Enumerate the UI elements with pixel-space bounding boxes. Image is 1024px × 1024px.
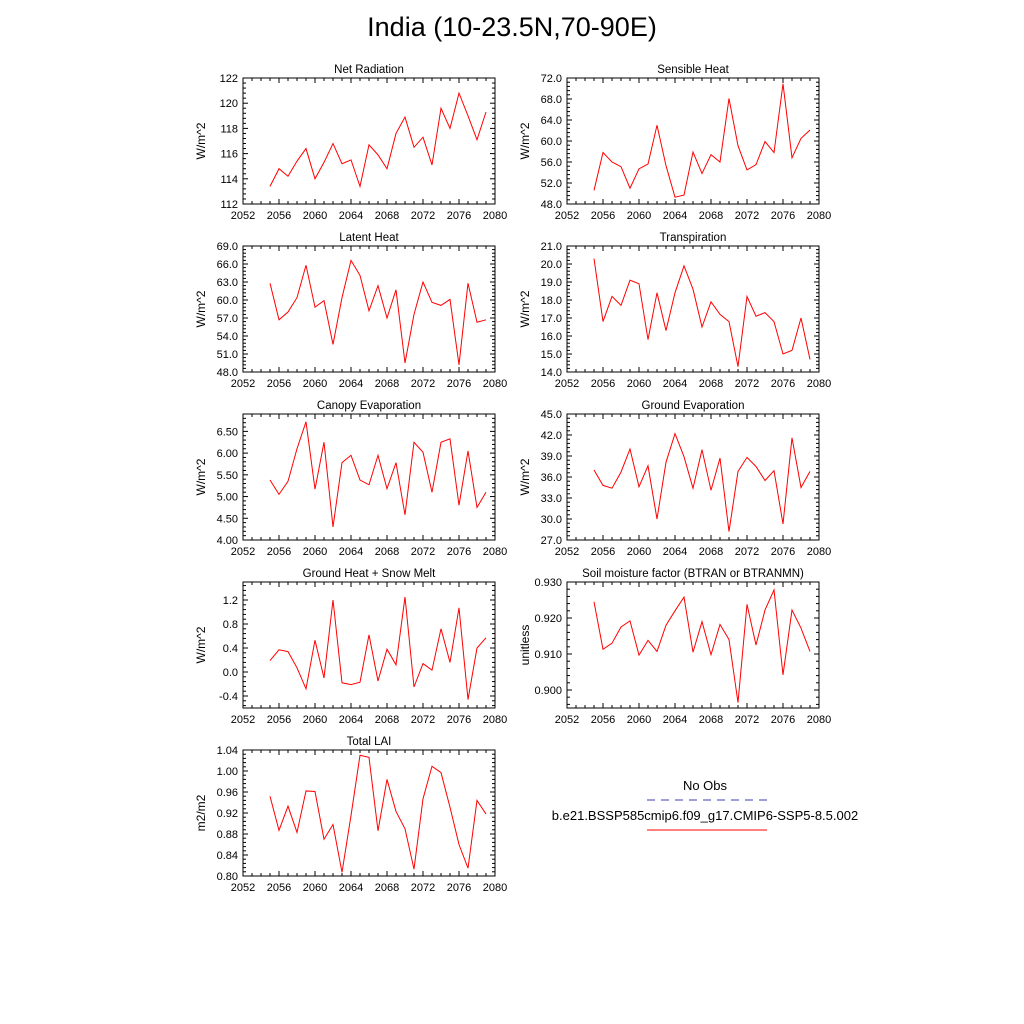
x-tick-label: 2080: [482, 210, 508, 222]
chart-title: Canopy Evaporation: [316, 400, 422, 412]
x-tick-label: 2064: [338, 210, 364, 222]
series-line: [270, 755, 486, 872]
y-axis-label: unitless: [518, 624, 532, 666]
x-tick-label: 2068: [374, 546, 400, 558]
x-tick-label: 2076: [770, 210, 796, 222]
x-tick-label: 2056: [266, 378, 292, 390]
y-tick-label: 69.0: [216, 241, 238, 253]
x-tick-label: 2060: [626, 378, 652, 390]
x-tick-label: 2056: [266, 882, 292, 894]
x-tick-label: 2068: [374, 378, 400, 390]
y-tick-label: 0.96: [216, 787, 238, 799]
legend: [530, 778, 880, 838]
chart-title: Total LAI: [346, 736, 392, 748]
y-tick-label: 30.0: [540, 514, 562, 526]
x-tick-label: 2080: [482, 378, 508, 390]
x-tick-label: 2072: [734, 714, 760, 726]
chart-title: Ground Heat + Snow Melt: [302, 568, 436, 580]
y-tick-label: 27.0: [540, 535, 562, 547]
x-tick-label: 2076: [446, 714, 472, 726]
series-line: [270, 260, 486, 364]
x-tick-label: 2052: [230, 714, 256, 726]
x-tick-label: 2072: [734, 546, 760, 558]
x-tick-label: 2072: [410, 378, 436, 390]
y-axis-label: W/m^2: [194, 458, 208, 496]
x-tick-label: 2068: [698, 210, 724, 222]
y-tick-label: 0.930: [534, 577, 562, 589]
x-tick-label: 2072: [410, 882, 436, 894]
x-tick-label: 2056: [590, 714, 616, 726]
chart-title: Transpiration: [659, 232, 727, 244]
y-tick-label: 120: [219, 98, 238, 111]
y-tick-label: 0.920: [534, 613, 562, 625]
x-tick-label: 2064: [338, 546, 364, 558]
chart-panel-8: [518, 568, 831, 726]
x-tick-label: 2076: [770, 546, 796, 558]
y-tick-label: 1.04: [216, 745, 238, 757]
x-tick-label: 2060: [626, 714, 652, 726]
x-tick-label: 2060: [302, 378, 328, 390]
x-tick-label: 2056: [266, 546, 292, 558]
y-tick-label: 54.0: [216, 331, 238, 343]
x-tick-label: 2068: [698, 378, 724, 390]
legend-entry-label: No Obs: [682, 778, 728, 793]
x-tick-label: 2052: [554, 378, 580, 390]
x-tick-label: 2056: [590, 378, 616, 390]
series-line: [270, 597, 486, 700]
y-tick-label: 39.0: [540, 451, 562, 463]
x-tick-label: 2072: [410, 210, 436, 222]
y-tick-label: 63.0: [216, 277, 238, 289]
y-tick-label: 72.0: [540, 73, 562, 85]
x-tick-label: 2076: [446, 546, 472, 558]
y-tick-label: 112: [220, 199, 238, 211]
y-tick-label: 66.0: [216, 259, 238, 271]
y-tick-label: 42.0: [540, 430, 562, 442]
x-tick-label: 2072: [734, 378, 760, 390]
plot-frame: [567, 414, 819, 540]
chart-title: Sensible Heat: [657, 64, 729, 76]
legend-line-obs: [647, 798, 767, 802]
y-tick-label: -0.4: [219, 691, 238, 703]
x-tick-label: 2056: [266, 210, 292, 222]
x-tick-label: 2064: [338, 378, 364, 390]
legend-entry-label: b.e21.BSSP585cmip6.f09_g17.CMIP6-SSP5-8.5.002: [551, 808, 859, 823]
y-tick-label: 16.0: [540, 331, 562, 343]
y-tick-label: 122: [219, 73, 238, 85]
y-axis-label: W/m^2: [194, 122, 208, 160]
x-tick-label: 2052: [554, 210, 580, 222]
y-tick-label: 0.0: [222, 667, 238, 679]
x-tick-label: 2064: [662, 210, 688, 222]
y-tick-label: 0.80: [216, 871, 238, 883]
x-tick-label: 2080: [806, 210, 832, 222]
x-tick-label: 2072: [410, 546, 436, 558]
y-tick-label: 14.0: [540, 367, 562, 379]
x-tick-label: 2060: [302, 546, 328, 558]
chart-title: Soil moisture factor (BTRAN or BTRANMN): [582, 568, 804, 580]
y-tick-label: 20.0: [540, 259, 562, 271]
x-tick-label: 2068: [374, 210, 400, 222]
x-tick-label: 2080: [806, 546, 832, 558]
y-tick-label: 15.0: [540, 349, 562, 361]
plot-frame: [243, 750, 495, 876]
series-line: [594, 259, 810, 367]
chart-panel-5: [194, 400, 507, 558]
y-tick-label: 18.0: [540, 295, 562, 307]
series-line: [594, 434, 810, 532]
x-tick-label: 2052: [230, 882, 256, 894]
legend-line-model: [647, 828, 767, 832]
y-tick-label: 1.00: [216, 766, 238, 778]
x-tick-label: 2056: [266, 714, 292, 726]
x-tick-label: 2060: [626, 210, 652, 222]
y-tick-label: 64.0: [540, 115, 562, 127]
y-tick-label: 68.0: [540, 94, 562, 106]
x-tick-label: 2056: [590, 210, 616, 222]
x-tick-label: 2072: [734, 210, 760, 222]
x-tick-label: 2052: [230, 546, 256, 558]
plot-frame: [243, 582, 495, 708]
y-tick-label: 4.50: [216, 513, 238, 526]
chart-panel-6: [518, 400, 831, 558]
series-line: [270, 422, 486, 527]
x-tick-label: 2052: [230, 378, 256, 390]
y-tick-label: 0.84: [216, 850, 238, 862]
chart-panel-1: [194, 64, 507, 222]
chart-title: Ground Evaporation: [641, 400, 745, 412]
y-tick-label: 1.2: [222, 595, 238, 607]
y-tick-label: 48.0: [216, 367, 238, 379]
y-axis-label: W/m^2: [518, 458, 532, 496]
x-tick-label: 2060: [626, 546, 652, 558]
x-tick-label: 2076: [446, 210, 472, 222]
x-tick-label: 2076: [446, 882, 472, 894]
x-tick-label: 2076: [770, 714, 796, 726]
y-tick-label: 5.50: [216, 469, 238, 482]
y-tick-label: 52.0: [540, 178, 562, 190]
y-tick-label: 57.0: [216, 313, 238, 325]
y-tick-label: 0.88: [216, 829, 238, 841]
x-tick-label: 2060: [302, 882, 328, 894]
x-tick-label: 2064: [338, 714, 364, 726]
y-tick-label: 51.0: [216, 349, 238, 361]
x-tick-label: 2080: [482, 714, 508, 726]
y-tick-label: 33.0: [540, 493, 562, 505]
x-tick-label: 2052: [554, 714, 580, 726]
chart-title: Latent Heat: [339, 232, 399, 244]
chart-panel-3: [194, 232, 507, 390]
series-line: [594, 590, 810, 703]
x-tick-label: 2072: [410, 714, 436, 726]
plot-frame: [243, 414, 495, 540]
chart-title: Net Radiation: [334, 64, 404, 76]
series-line: [594, 84, 810, 197]
x-tick-label: 2052: [230, 210, 256, 222]
y-tick-label: 48.0: [540, 199, 562, 211]
figure-title: India (10-23.5N,70-90E): [367, 12, 657, 42]
y-tick-label: 114: [220, 173, 238, 186]
y-axis-label: W/m^2: [518, 290, 532, 328]
y-axis-label: m2/m2: [194, 794, 208, 832]
plot-frame: [567, 246, 819, 372]
y-tick-label: 0.910: [534, 649, 562, 661]
x-tick-label: 2052: [554, 546, 580, 558]
y-tick-label: 45.0: [540, 409, 562, 421]
chart-panel-9: [194, 736, 507, 894]
y-tick-label: 36.0: [540, 472, 562, 484]
plot-frame: [243, 78, 495, 204]
y-tick-label: 118: [220, 123, 238, 136]
series-line: [270, 93, 486, 186]
y-tick-label: 0.900: [534, 685, 562, 697]
x-tick-label: 2080: [482, 882, 508, 894]
x-tick-label: 2064: [662, 714, 688, 726]
y-tick-label: 6.00: [216, 448, 238, 461]
y-axis-label: W/m^2: [518, 122, 532, 160]
y-tick-label: 56.0: [540, 157, 562, 169]
chart-panel-7: [194, 568, 507, 726]
y-axis-label: W/m^2: [194, 290, 208, 328]
x-tick-label: 2064: [662, 378, 688, 390]
x-tick-label: 2060: [302, 714, 328, 726]
y-tick-label: 0.92: [216, 808, 238, 820]
x-tick-label: 2068: [698, 546, 724, 558]
x-tick-label: 2080: [482, 546, 508, 558]
y-tick-label: 21.0: [540, 241, 562, 253]
x-tick-label: 2064: [338, 882, 364, 894]
y-tick-label: 60.0: [540, 136, 562, 148]
y-axis-label: W/m^2: [194, 626, 208, 664]
x-tick-label: 2056: [590, 546, 616, 558]
x-tick-label: 2080: [806, 378, 832, 390]
x-tick-label: 2076: [770, 378, 796, 390]
y-tick-label: 60.0: [216, 295, 238, 307]
plot-frame: [567, 582, 819, 708]
y-tick-label: 4.00: [216, 535, 238, 547]
x-tick-label: 2060: [302, 210, 328, 222]
y-tick-label: 5.00: [216, 491, 238, 504]
chart-panel-2: [518, 64, 831, 222]
x-tick-label: 2068: [374, 882, 400, 894]
y-tick-label: 17.0: [540, 313, 562, 325]
chart-panel-4: [518, 232, 831, 390]
y-tick-label: 6.50: [216, 426, 238, 439]
x-tick-label: 2080: [806, 714, 832, 726]
y-tick-label: 116: [220, 148, 238, 161]
x-tick-label: 2064: [662, 546, 688, 558]
y-tick-label: 0.8: [222, 619, 238, 631]
y-tick-label: 0.4: [222, 643, 238, 655]
x-tick-label: 2076: [446, 378, 472, 390]
y-tick-label: 19.0: [540, 277, 562, 289]
x-tick-label: 2068: [698, 714, 724, 726]
x-tick-label: 2068: [374, 714, 400, 726]
